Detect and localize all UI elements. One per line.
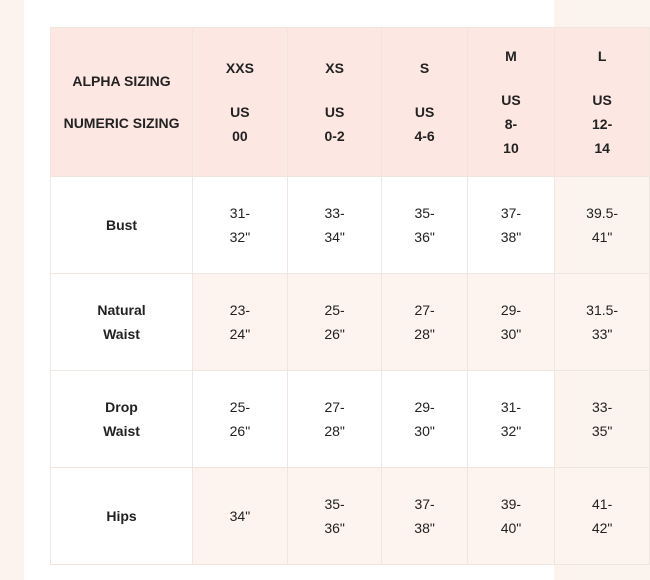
table-cell: 41- 42" bbox=[555, 468, 650, 565]
table-cell: 34" bbox=[193, 468, 288, 565]
alpha-size: L bbox=[597, 48, 607, 64]
table-cell: 25- 26" bbox=[193, 371, 288, 468]
table-cell: 35- 36" bbox=[382, 177, 467, 274]
table-cell: 33- 34" bbox=[287, 177, 382, 274]
table-cell: 33- 35" bbox=[555, 371, 650, 468]
left-border-strip bbox=[0, 0, 24, 580]
size-header-l bbox=[555, 28, 650, 177]
table-cell: 37- 38" bbox=[382, 468, 467, 565]
table-cell: 31- 32" bbox=[467, 371, 555, 468]
size-chart-table bbox=[50, 27, 650, 565]
numeric-size: US 00 bbox=[230, 104, 250, 144]
size-header-xs bbox=[287, 28, 382, 177]
row-label: Bust bbox=[51, 177, 193, 274]
size-header-xxs bbox=[193, 28, 288, 177]
table-cell: 29- 30" bbox=[467, 274, 555, 371]
table-cell: 39- 40" bbox=[467, 468, 555, 565]
table-row-bust bbox=[51, 177, 650, 274]
alpha-size: M bbox=[505, 48, 517, 64]
table-cell: 25- 26" bbox=[287, 274, 382, 371]
table-cell: 37- 38" bbox=[467, 177, 555, 274]
row-label: Drop Waist bbox=[51, 371, 193, 468]
table-cell: 27- 28" bbox=[287, 371, 382, 468]
row-label: Hips bbox=[51, 468, 193, 565]
table-cell: 23- 24" bbox=[193, 274, 288, 371]
table-cell: 35- 36" bbox=[287, 468, 382, 565]
numeric-sizing-label: NUMERIC SIZING bbox=[63, 115, 180, 131]
table-row-natural-waist bbox=[51, 274, 650, 371]
alpha-size: S bbox=[419, 60, 430, 76]
numeric-size: US 4-6 bbox=[414, 104, 435, 144]
table-cell: 31- 32" bbox=[193, 177, 288, 274]
table-row-hips bbox=[51, 468, 650, 565]
label-header-cell bbox=[51, 28, 193, 177]
alpha-size: XXS bbox=[225, 60, 254, 76]
table-cell: 27- 28" bbox=[382, 274, 467, 371]
numeric-size: US 12- 14 bbox=[592, 92, 613, 156]
alpha-sizing-label: ALPHA SIZING bbox=[72, 73, 171, 89]
numeric-size: US 0-2 bbox=[324, 104, 345, 144]
row-label: Natural Waist bbox=[51, 274, 193, 371]
table-cell: 31.5- 33" bbox=[555, 274, 650, 371]
table-row-drop-waist bbox=[51, 371, 650, 468]
header-row bbox=[51, 28, 650, 177]
numeric-size: US 8- 10 bbox=[501, 92, 521, 156]
alpha-size: XS bbox=[325, 60, 344, 76]
table-cell: 29- 30" bbox=[382, 371, 467, 468]
size-header-s bbox=[382, 28, 467, 177]
size-chart-sheet bbox=[24, 0, 619, 580]
table-cell: 39.5- 41" bbox=[555, 177, 650, 274]
size-header-m bbox=[467, 28, 555, 177]
table-viewport bbox=[24, 0, 619, 580]
